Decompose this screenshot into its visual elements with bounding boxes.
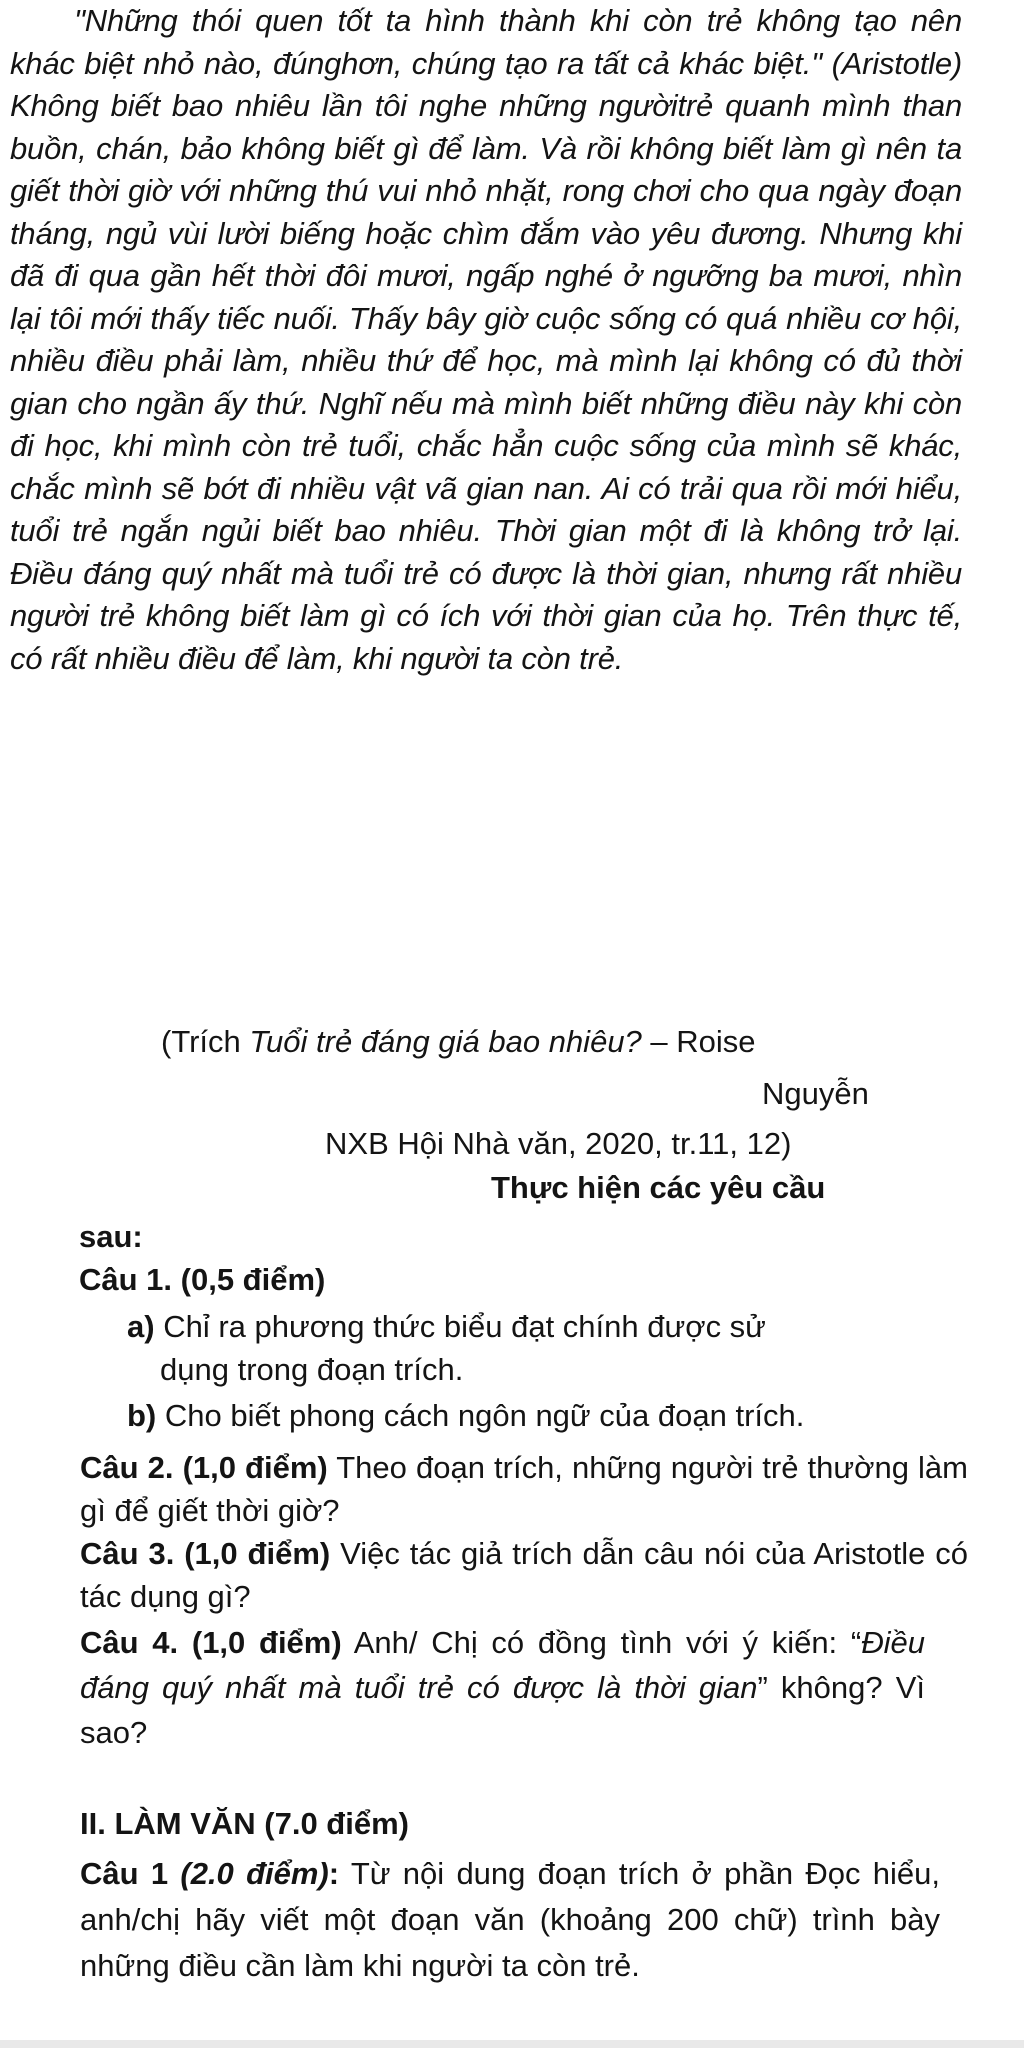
bottom-edge [0,2040,1024,2048]
source-prefix: (Trích [161,1024,250,1059]
essay-q1-text: Từ nội dung đoạn trích ở phần Đọc hiểu, anh/chị hãy viết một đoạn văn (khoảng 200 chữ) trình bày những điều cần làm khi người ta còn trẻ. [80,1856,940,1983]
question-4 [80,1620,925,1755]
q4-label: Câu 4. (1,0 điểm) [80,1625,342,1660]
q2-text: Theo đoạn trích, những người trẻ thường làm gì để giết thời giờ? [80,1450,968,1528]
reading-passage [10,0,962,680]
instruction-heading: Thực hiện các yêu cầu [491,1170,826,1205]
part-2-heading: II. LÀM VĂN (7.0 điểm) [80,1806,409,1841]
question-1a [127,1309,766,1345]
q2-label: Câu 2. (1,0 điểm) [80,1450,328,1485]
question-2 [80,1446,968,1532]
source-publisher: NXB Hội Nhà văn, 2020, tr.11, 12) [325,1126,792,1161]
q4-text-end: ” không? Vì sao? [80,1670,925,1750]
aristotle-quote: "Những thói quen tốt ta hình thành khi còn trẻ không tạo nên khác biệt nhỏ nào, đúnghơn, chúng tạo ra tất cả khác biệt." [10,3,962,81]
q3-label: Câu 3. (1,0 điểm) [80,1536,331,1571]
passage-paragraph [10,0,962,680]
source-citation-line-1 [161,1021,756,1063]
quote-author: (Aristotle) [831,45,962,81]
q4-text: Anh/ Chị có đồng tình với ý kiến: “ [341,1625,862,1660]
essay-q1-label: Câu 1 [80,1856,181,1891]
essay-question-1 [80,1851,940,1989]
question-1-label [79,1262,325,1298]
q4-quote: Điều đáng quý nhất mà tuổi trẻ có được là thời gian [80,1625,925,1705]
source-author-first: – Roise [641,1024,756,1059]
question-1b [127,1398,804,1434]
passage-body: Không biết bao nhiêu lần tôi nghe những ngườitrẻ quanh mình than buồn, chán, bảo không biết gì để làm. Và rồi không biết làm gì nên ta giết thời giờ với những thú vui nhỏ nhặt, rong chơi cho qua ngày đoạn tháng, ngủ vùi lười biếng hoặc chìm đắm vào yêu đương. Nhưng khi đã đi qua gần hết thời đôi mươi, ngấp nghé ở ngưỡng ba mươi, nhìn lại tôi mới thấy tiếc nuối. Thấy bây giờ cuộc sống có quá nhiều cơ hội, nhiều điều phải làm, nhiều thứ để học, mà mình lại không có đủ thời gian cho ngần ấy thứ. Nghĩ nếu mà mình biết những điều này khi còn đi học, khi mình còn trẻ tuổi, chắc hẳn cuộc sống của mình sẽ khác, chắc mình sẽ bớt đi nhiều vật vã gian nan. Ai có trải qua rồi mới hiểu, tuổi trẻ ngắn ngủi biết bao nhiêu. Thời gian một đi là không trở lại. Điều đáng quý nhất mà tuổi trẻ có được là thời gian, nhưng rất nhiều người trẻ không biết làm gì có ích với thời gian của họ. Trên thực tế, có rất nhiều điều để làm, khi người ta còn trẻ. [10,88,962,676]
question-3 [80,1532,968,1618]
q1a-text: Chỉ ra phương thức biểu đạt chính được sử [154,1309,766,1344]
instruction-heading-cont: sau: [79,1219,143,1254]
q1b-label: b) [127,1398,157,1433]
q3-text: Việc tác giả trích dẫn câu nói của Aristotle có tác dụng gì? [80,1536,968,1614]
essay-q1-points: (2.0 điểm) [180,1856,329,1891]
source-title: Tuổi trẻ đáng giá bao nhiêu? [249,1024,642,1059]
essay-q1-colon: : [328,1856,340,1891]
question-1a-cont: dụng trong đoạn trích. [160,1352,464,1387]
source-author-last: Nguyễn [762,1076,869,1111]
q1a-label: a) [127,1309,155,1344]
q1-label: Câu 1. (0,5 điểm) [79,1262,326,1297]
q1b-text: Cho biết phong cách ngôn ngữ của đoạn trích. [156,1398,805,1433]
